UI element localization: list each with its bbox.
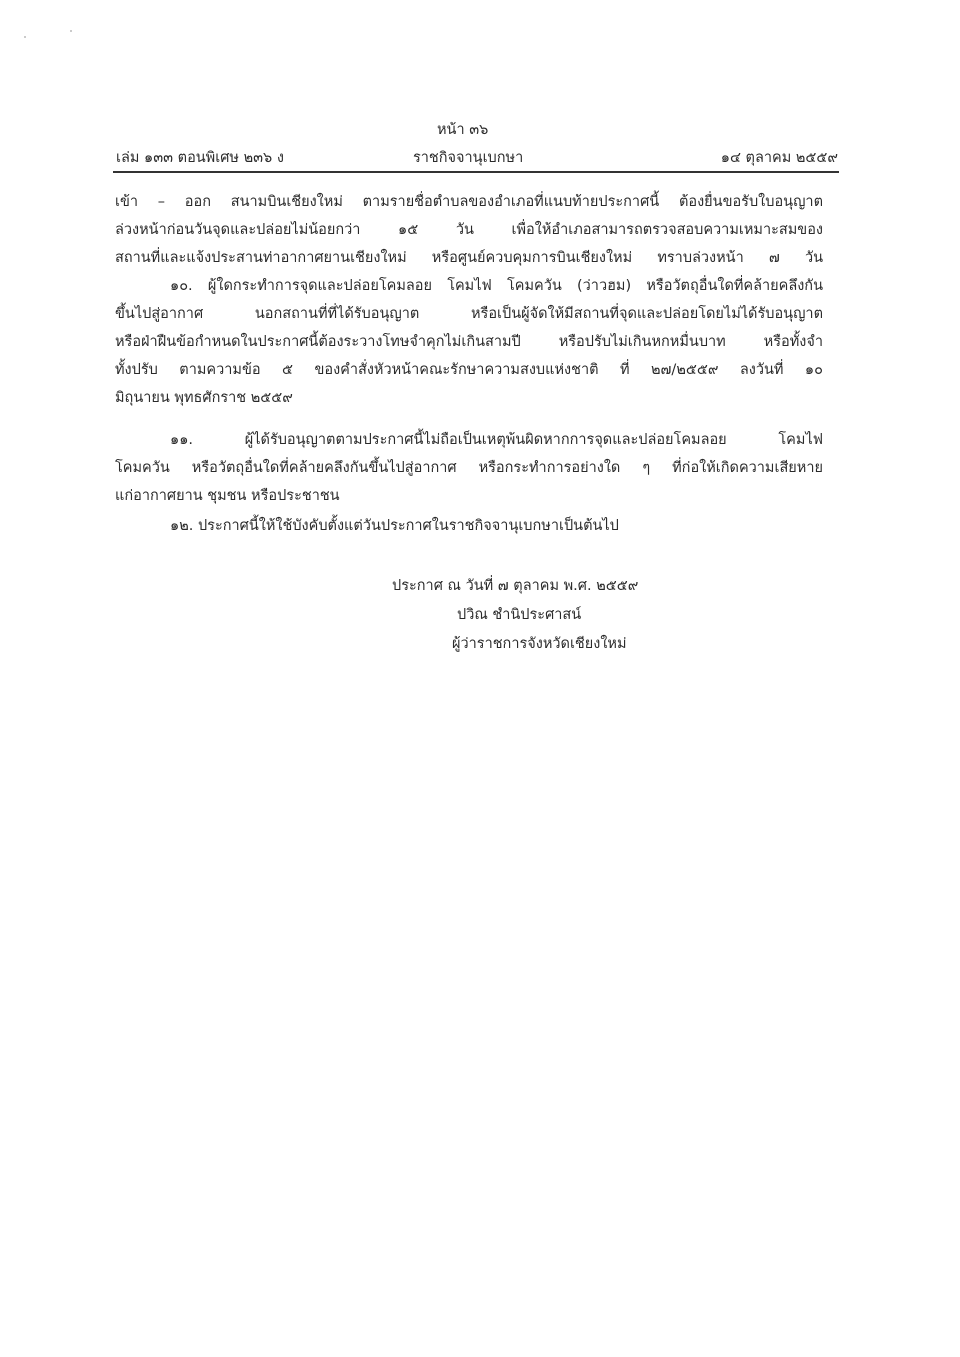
clause-12-line: ๑๒. ประกาศนี้ให้ใช้บังคับตั้งแต่วันประกาศในราชกิจจานุเบกษาเป็นต้นไป: [170, 518, 619, 534]
clause-10-line: ขึ้นไปสู่อากาศ นอกสถานที่ที่ได้รับอนุญาต หรือเป็นผู้จัดให้มีสถานที่จุดและปล่อยโดยไม่ได้รับอนุญาต: [115, 306, 823, 322]
clause-11-line: แก่อากาศยาน ชุมชน หรือประชาชน: [115, 488, 340, 504]
scan-speck: [24, 36, 26, 38]
clause-11-line: โคมควัน หรือวัตถุอื่นใดที่คล้ายคลึงกันขึ้นไปสู่อากาศ หรือกระทำการอย่างใด ๆ ที่ก่อให้เกิดความเสียหาย: [115, 460, 823, 476]
paragraph-line: เข้า – ออก สนามบินเชียงใหม่ ตามรายชื่อตำบลของอำเภอที่แนบท้ายประกาศนี้ ต้องยื่นขอรับใบอนุญาต: [115, 194, 823, 210]
signatory-name: ปวิณ ชำนิประศาสน์: [457, 607, 582, 623]
publication-date: ๑๔ ตุลาคม ๒๕๕๙: [720, 150, 838, 166]
signatory-title: ผู้ว่าราชการจังหวัดเชียงใหม่: [452, 636, 627, 652]
clause-10-line: มิถุนายน พุทธศักราช ๒๕๕๙: [115, 390, 293, 406]
header-rule: [113, 171, 839, 173]
clause-10-line: ทั้งปรับ ตามความข้อ ๕ ของคำสั่งหัวหน้าคณะรักษาความสงบแห่งชาติ ที่ ๒๗/๒๕๕๙ ลงวันที่ ๑๐: [115, 362, 823, 378]
page-number: หน้า ๓๖: [437, 122, 489, 138]
paragraph-line: สถานที่และแจ้งประสานท่าอากาศยานเชียงใหม่ หรือศูนย์ควบคุมการบินเชียงใหม่ ทราบล่วงหน้า ๗ วัน: [115, 250, 823, 266]
announcement-date: ประกาศ ณ วันที่ ๗ ตุลาคม พ.ศ. ๒๕๕๙: [392, 578, 639, 594]
publication-name: ราชกิจจานุเบกษา: [413, 150, 524, 166]
scan-speck: [70, 30, 72, 32]
clause-10-line: หรือฝ่าฝืนข้อกำหนดในประกาศนี้ต้องระวางโทษจำคุกไม่เกินสามปี หรือปรับไม่เกินหกหมื่นบาท หรือทั้งจำ: [115, 334, 823, 350]
clause-10-line: ๑๐. ผู้ใดกระทำการจุดและปล่อยโคมลอย โคมไฟ โคมควัน (ว่าวฮม) หรือวัตถุอื่นใดที่คล้ายคลึงกัน: [170, 278, 823, 294]
volume-info: เล่ม ๑๓๓ ตอนพิเศษ ๒๓๖ ง: [116, 150, 284, 166]
clause-11-line: ๑๑. ผู้ได้รับอนุญาตตามประกาศนี้ไม่ถือเป็นเหตุพ้นผิดหากการจุดและปล่อยโคมลอย โคมไฟ: [170, 432, 823, 448]
paragraph-line: ล่วงหน้าก่อนวันจุดและปล่อยไม่น้อยกว่า ๑๕ วัน เพื่อให้อำเภอสามารถตรวจสอบความเหมาะสมของ: [115, 222, 823, 238]
